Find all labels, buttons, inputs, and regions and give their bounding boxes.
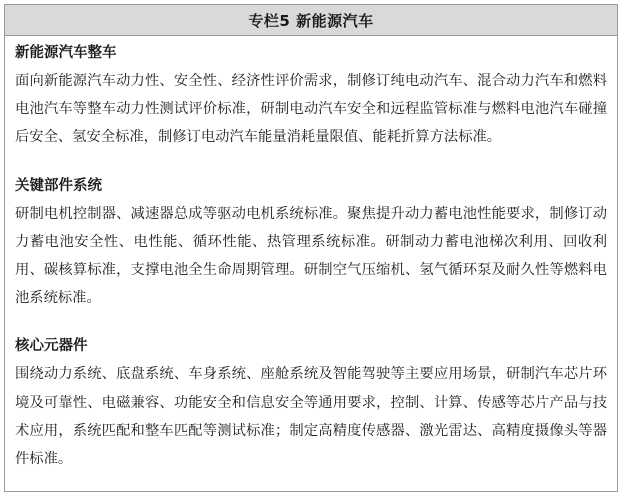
column-title: 专栏5 新能源汽车: [248, 11, 374, 30]
column-box: [4, 4, 618, 492]
section-text-vehicle: 面向新能源汽车动力性、安全性、经济性评价需求，制修订纯电动汽车、混合动力汽车和燃料电池汽车等整车动力性测试评价标准，研制电动汽车安全和远程监管标准与燃料电池汽车碰撞后安全、氢安全标准，制修订电动汽车能量消耗量限值、能耗折算方法标准。: [15, 73, 607, 146]
column-header: [5, 5, 617, 36]
section-title-chips: 核心元器件: [15, 338, 88, 355]
section-title-vehicle: 新能源汽车整车: [15, 45, 117, 61]
column-content: [5, 36, 617, 473]
section-text-components: 研制电机控制器、减速器总成等驱动电机系统标准。聚焦提升动力蓄电池性能要求，制修订动力蓄电池安全性、电性能、循环性能、热管理系统标准。研制动力蓄电池梯次利用、回收利用、碳核算标准，支撑电池全生命周期管理。研制空气压缩机、氢气循环泵及耐久性等燃料电池系统标准。: [15, 205, 607, 307]
section-title-components: 关键部件系统: [15, 177, 102, 194]
section-text-chips: 围绕动力系统、底盘系统、车身系统、座舱系统及智能驾驶等主要应用场景，研制汽车芯片环境及可靠性、电磁兼容、功能安全和信息安全等通用要求，控制、计算、传感等芯片产品与技术应用，系统匹配和整车匹配等测试标准；制定高精度传感器、激光雷达、高精度摄像头等器件标准。: [15, 366, 607, 468]
